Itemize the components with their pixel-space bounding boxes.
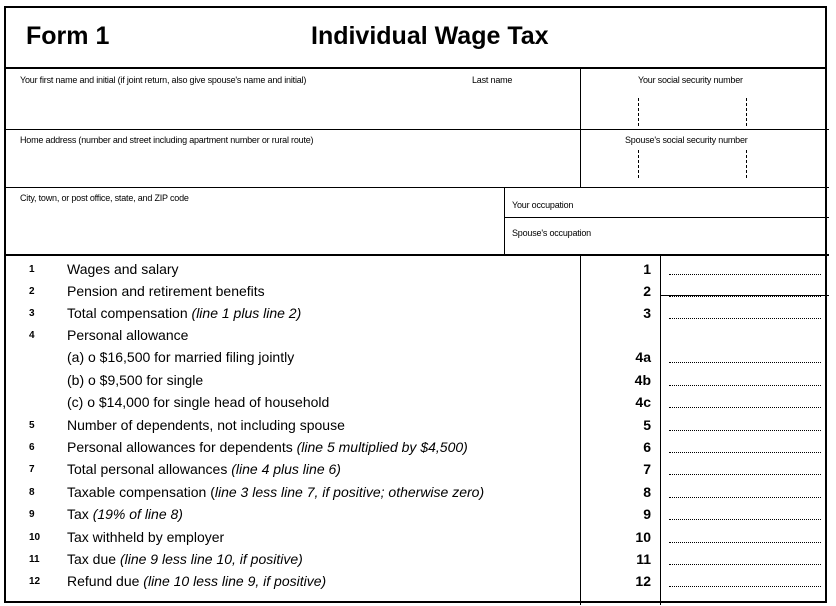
ssn-separator-1 <box>638 98 639 126</box>
line-row <box>6 282 829 304</box>
line-note: (19% of line 8) <box>92 506 183 522</box>
line-row <box>6 393 829 415</box>
amount-blank[interactable] <box>669 362 821 363</box>
amount-blank[interactable] <box>669 296 821 297</box>
line-row <box>6 416 829 438</box>
line-description-text: Personal allowances for dependents <box>67 439 297 455</box>
line-number: 2 <box>29 286 35 297</box>
amount-blank[interactable] <box>669 474 821 475</box>
line-description <box>67 283 265 299</box>
home-address-label: Home address (number and street including apartment number or rural route) <box>20 135 314 145</box>
line-description-text: Total compensation <box>67 305 192 321</box>
amount-blank[interactable] <box>669 318 821 319</box>
line-description-text: Total personal allowances <box>67 461 232 477</box>
line-number: 9 <box>29 509 35 520</box>
line-row <box>6 483 829 505</box>
ssn-separator-2 <box>746 98 747 126</box>
amount-blank[interactable] <box>669 497 821 498</box>
line-description <box>67 305 301 321</box>
line-number: 12 <box>29 576 41 587</box>
line-description <box>67 506 183 522</box>
line-description-text: (b) o $9,500 for single <box>67 372 204 388</box>
line-number: 11 <box>29 554 40 565</box>
divider <box>504 187 505 254</box>
line-number: 6 <box>29 442 35 453</box>
line-description-text: Pension and retirement benefits <box>67 283 265 299</box>
first-name-label: Your first name and initial (if joint return, also give spouse's name and initial) <box>20 75 307 85</box>
line-description-text: (a) o $16,500 for married filing jointly <box>67 349 295 365</box>
divider <box>580 67 581 187</box>
amount-blank[interactable] <box>669 407 821 408</box>
line-description <box>67 327 188 343</box>
line-row <box>6 304 829 326</box>
line-reference: 5 <box>643 417 651 433</box>
line-reference: 4c <box>635 394 651 410</box>
divider <box>6 129 829 130</box>
ssn-label: Your social security number <box>638 75 743 85</box>
line-description <box>67 394 329 410</box>
spouse-occupation-label: Spouse's occupation <box>512 228 591 238</box>
line-row <box>6 348 829 370</box>
line-number: 4 <box>29 330 35 341</box>
line-number: 1 <box>29 264 35 275</box>
spouse-ssn-separator-1 <box>638 150 639 178</box>
amount-blank[interactable] <box>669 564 821 565</box>
line-description-text: Tax due <box>67 551 120 567</box>
form-header <box>6 8 825 69</box>
line-description-text: Personal allowance <box>67 327 189 343</box>
line-row <box>6 528 829 550</box>
line-description-text: Tax withheld by employer <box>67 529 225 545</box>
spouse-ssn-separator-2 <box>746 150 747 178</box>
amount-blank[interactable] <box>669 519 821 520</box>
line-number: 10 <box>29 532 41 543</box>
amount-blank[interactable] <box>669 586 821 587</box>
divider <box>504 217 829 218</box>
line-reference: 1 <box>643 261 651 277</box>
line-reference: 11 <box>636 551 651 567</box>
line-row <box>6 260 829 282</box>
line-number: 7 <box>29 464 35 475</box>
tax-form <box>4 6 827 603</box>
line-reference: 4b <box>634 372 651 388</box>
line-row <box>6 326 829 348</box>
amount-blank[interactable] <box>669 452 821 453</box>
line-row <box>6 550 829 572</box>
line-number: 3 <box>29 308 35 319</box>
line-description <box>67 484 484 500</box>
divider <box>6 254 829 256</box>
line-row <box>6 460 829 482</box>
amount-blank[interactable] <box>669 385 821 386</box>
line-note: (line 5 multiplied by $4,500) <box>296 439 468 455</box>
line-row <box>6 505 829 527</box>
line-note: (line 1 plus line 2) <box>191 305 302 321</box>
line-row <box>6 438 829 460</box>
occupation-label: Your occupation <box>512 200 574 210</box>
line-description <box>67 261 179 277</box>
amount-blank[interactable] <box>669 430 821 431</box>
line-reference: 2 <box>643 283 651 299</box>
line-description <box>67 573 326 589</box>
line-number: 8 <box>29 487 35 498</box>
line-description <box>67 417 345 433</box>
line-description <box>67 529 224 545</box>
line-description-text: (c) o $14,000 for single head of household <box>67 394 330 410</box>
line-note: (line 10 less line 9, if positive) <box>143 573 327 589</box>
line-description <box>67 461 341 477</box>
line-description <box>67 372 203 388</box>
city-label: City, town, or post office, state, and ZIP code <box>20 193 189 203</box>
line-description-text: Number of dependents, not including spouse <box>67 417 345 433</box>
line-description <box>67 349 294 365</box>
line-reference: 12 <box>635 573 651 589</box>
line-reference: 8 <box>643 484 651 500</box>
line-description-text: Refund due <box>67 573 144 589</box>
line-row <box>6 572 829 594</box>
line-reference: 9 <box>643 506 651 522</box>
line-description-text: Taxable compensation ( <box>67 484 215 500</box>
line-description-text: Wages and salary <box>67 261 179 277</box>
line-number: 5 <box>29 420 35 431</box>
last-name-label: Last name <box>472 75 513 85</box>
line-note: line 3 less line 7, if positive; otherwise zero) <box>214 484 485 500</box>
line-row <box>6 371 829 393</box>
amount-blank[interactable] <box>669 542 821 543</box>
line-description-text: Tax <box>67 506 93 522</box>
divider <box>6 187 829 188</box>
spouse-ssn-label: Spouse's social security number <box>625 135 748 145</box>
form-title: Individual Wage Tax <box>311 22 549 50</box>
line-description <box>67 439 468 455</box>
line-reference: 3 <box>643 305 651 321</box>
line-note: (line 4 plus line 6) <box>231 461 341 477</box>
amount-blank[interactable] <box>669 274 821 275</box>
line-note: (line 9 less line 10, if positive) <box>119 551 303 567</box>
line-reference: 10 <box>635 529 651 545</box>
form-number: Form 1 <box>26 22 110 50</box>
line-reference: 4a <box>635 349 651 365</box>
line-description <box>67 551 303 567</box>
line-reference: 6 <box>643 439 651 455</box>
line-reference: 7 <box>643 461 651 477</box>
